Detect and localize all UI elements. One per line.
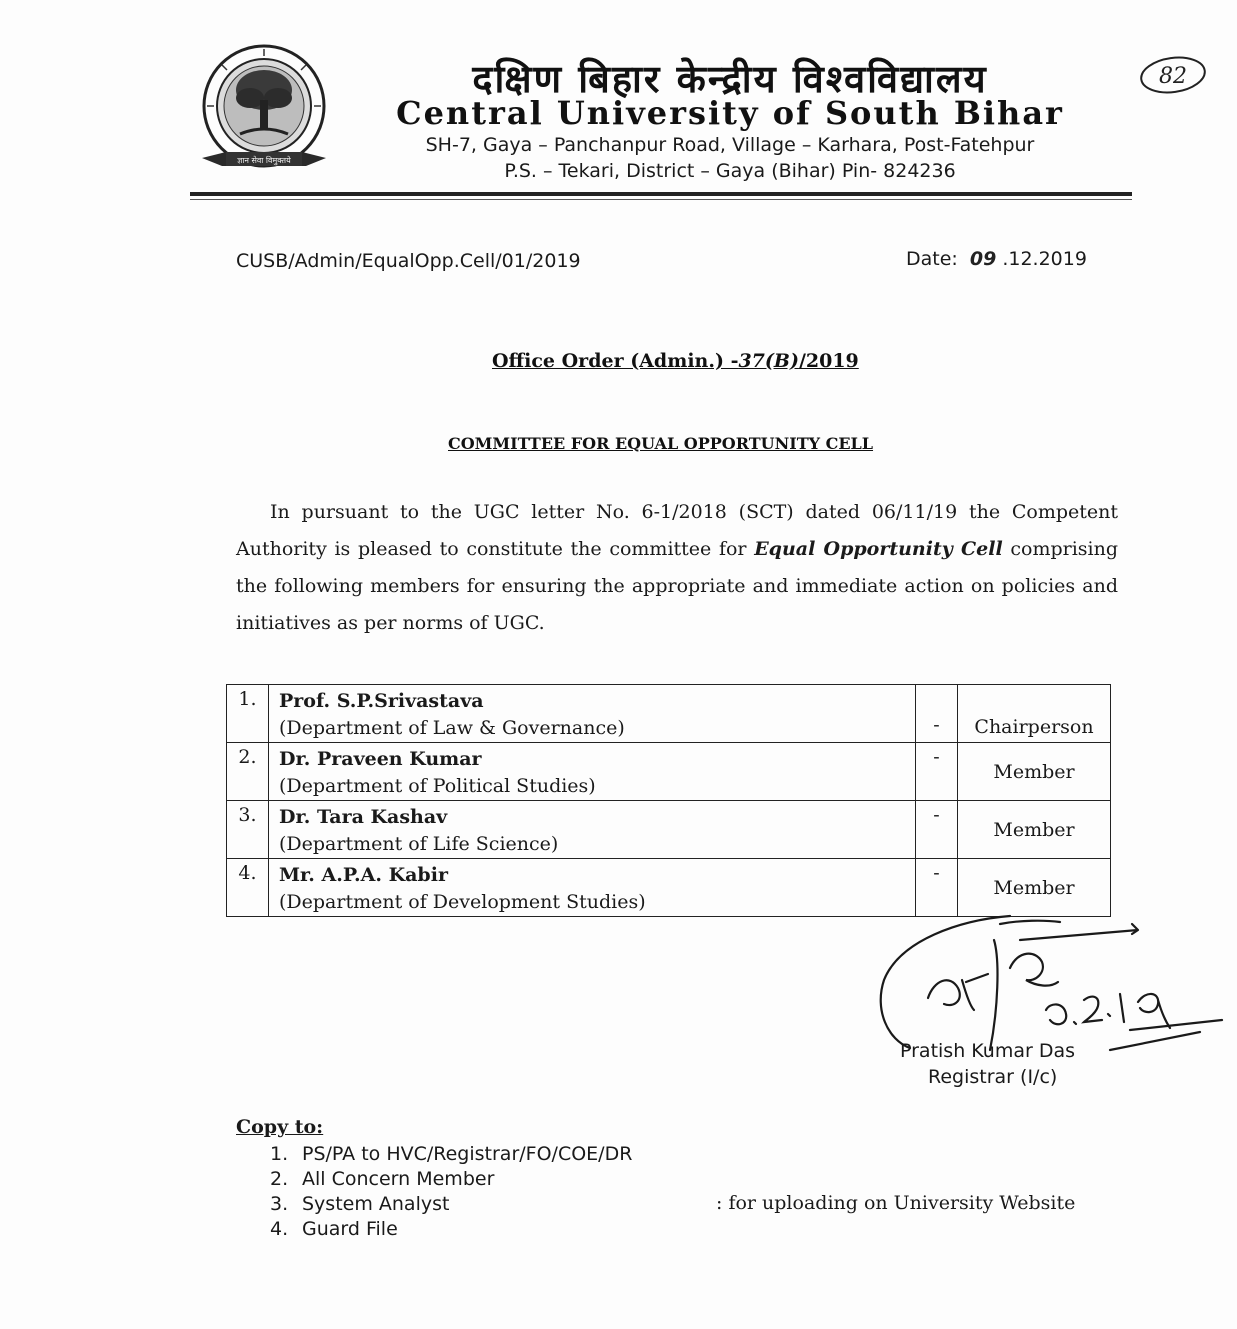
member-dash: - xyxy=(916,685,958,743)
address-line-2: P.S. – Tekari, District – Gaya (Bihar) Pin- 824236 xyxy=(504,160,956,182)
committee-members-table xyxy=(226,684,1111,917)
body-text-part-2: comprising the following members for ensuring the appropriate and immediate action on policies and initiatives as per norms of UGC. xyxy=(236,538,1119,634)
member-name: Dr. Praveen Kumar xyxy=(279,748,482,770)
member-number: 2. xyxy=(227,743,269,801)
list-item: 4. Guard File xyxy=(270,1218,398,1240)
member-cell xyxy=(269,801,916,859)
order-title-suffix: /2019 xyxy=(798,350,859,372)
member-cell xyxy=(269,743,916,801)
member-role: Member xyxy=(958,743,1111,801)
letterhead-divider-thin xyxy=(190,199,1132,200)
reference-number: CUSB/Admin/EqualOpp.Cell/01/2019 xyxy=(236,250,581,272)
member-cell xyxy=(269,859,916,917)
member-role: Member xyxy=(958,859,1111,917)
member-name: Mr. A.P.A. Kabir xyxy=(279,864,448,886)
member-name: Prof. S.P.Srivastava xyxy=(279,690,484,712)
member-number: 4. xyxy=(227,859,269,917)
order-date xyxy=(906,248,1087,270)
copy-to-note: : for uploading on University Website xyxy=(716,1192,1076,1214)
table-row xyxy=(227,685,1111,743)
office-order-title xyxy=(492,350,859,372)
handwritten-signature xyxy=(870,910,1230,1060)
svg-text:ज्ञान सेवा विमुक्तये: ज्ञान सेवा विमुक्तये xyxy=(237,156,291,165)
member-number: 1. xyxy=(227,685,269,743)
list-item: 3. System Analyst xyxy=(270,1193,450,1215)
copy-to-heading: Copy to: xyxy=(236,1116,324,1138)
signatory-title: Registrar (I/c) xyxy=(928,1066,1058,1088)
date-label: Date: xyxy=(906,248,958,270)
page-number: 82 xyxy=(1159,64,1187,89)
address-line-1: SH-7, Gaya – Panchanpur Road, Village – Karhara, Post-Fatehpur xyxy=(425,134,1035,156)
member-dash: - xyxy=(916,743,958,801)
member-department: (Department of Development Studies) xyxy=(279,891,646,913)
member-role: Chairperson xyxy=(958,685,1111,743)
order-body-paragraph xyxy=(236,494,1118,642)
table-row xyxy=(227,743,1111,801)
signatory-name: Pratish Kumar Das xyxy=(900,1040,1076,1062)
member-dash: - xyxy=(916,801,958,859)
member-department: (Department of Law & Governance) xyxy=(279,717,625,739)
order-title-prefix: Office Order (Admin.) - xyxy=(492,350,739,372)
member-dash: - xyxy=(916,859,958,917)
university-name-english: Central University of South Bihar xyxy=(396,94,1064,132)
member-name: Dr. Tara Kashav xyxy=(279,806,448,828)
page-number-stamp xyxy=(1138,54,1208,96)
member-role: Member xyxy=(958,801,1111,859)
copy-to-list xyxy=(270,1142,632,1242)
list-item: 2. All Concern Member xyxy=(270,1168,495,1190)
body-emphasis: Equal Opportunity Cell xyxy=(754,538,1003,560)
member-department: (Department of Political Studies) xyxy=(279,775,596,797)
university-seal-icon xyxy=(196,40,332,190)
member-department: (Department of Life Science) xyxy=(279,833,559,855)
member-cell xyxy=(269,685,916,743)
date-month-year: .12.2019 xyxy=(1002,248,1087,270)
body-text-part-1: In pursuant to the UGC letter No. 6-1/2018 (SCT) dated 06/11/19 the Competent Authority is pleased to constitute the committee for xyxy=(236,501,1118,560)
list-item: 1. PS/PA to HVC/Registrar/FO/COE/DR xyxy=(270,1143,633,1165)
table-row xyxy=(227,859,1111,917)
table-row xyxy=(227,801,1111,859)
order-number-handwritten: 37(B) xyxy=(738,350,799,372)
university-name-hindi: दक्षिण बिहार केन्द्रीय विश्वविद्यालय xyxy=(472,57,988,101)
letterhead-divider xyxy=(190,192,1132,196)
member-number: 3. xyxy=(227,801,269,859)
committee-subject: COMMITTEE FOR EQUAL OPPORTUNITY CELL xyxy=(448,434,874,453)
date-day-handwritten: 09 xyxy=(969,248,997,270)
